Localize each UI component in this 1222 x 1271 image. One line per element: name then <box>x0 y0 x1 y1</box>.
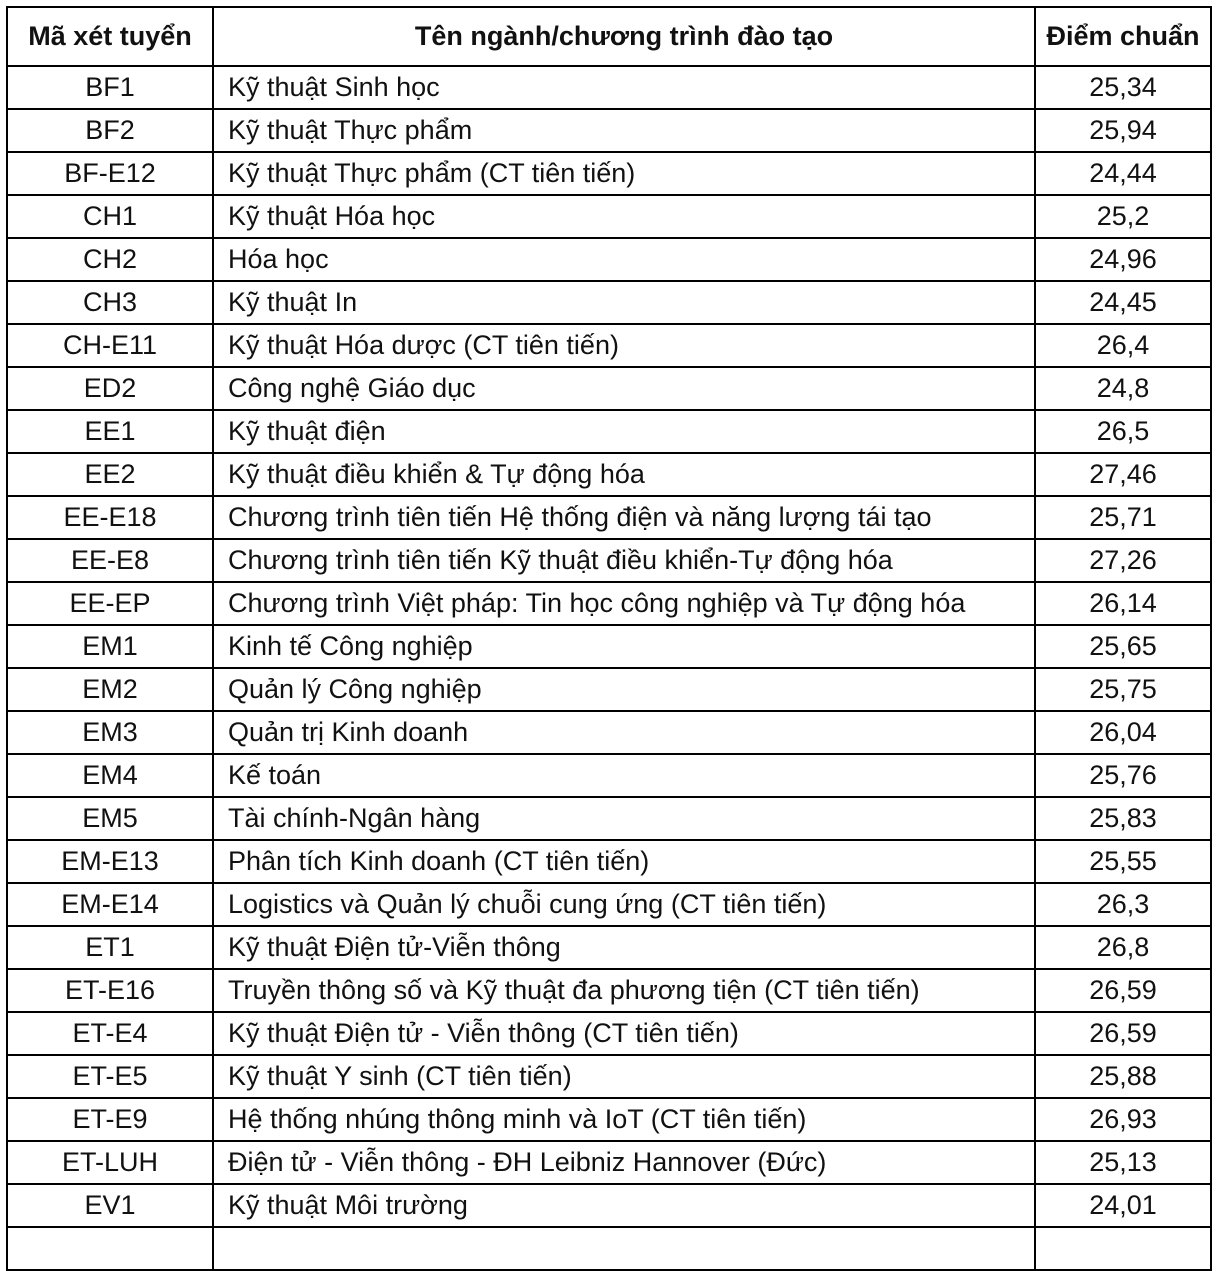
table-row <box>7 1227 1211 1270</box>
program-name-cell: Kỹ thuật In <box>213 281 1035 324</box>
program-name-cell: Công nghệ Giáo dục <box>213 367 1035 410</box>
cutoff-score-cell: 26,8 <box>1035 926 1211 969</box>
cutoff-score-cell: 26,4 <box>1035 324 1211 367</box>
cutoff-score-cell: 26,93 <box>1035 1098 1211 1141</box>
table-row <box>7 281 1211 324</box>
admission-code-cell: EM-E14 <box>7 883 213 926</box>
program-name-cell <box>213 1227 1035 1270</box>
program-name-cell: Kỹ thuật Môi trường <box>213 1184 1035 1227</box>
table-row <box>7 1141 1211 1184</box>
cutoff-score-cell: 24,45 <box>1035 281 1211 324</box>
program-name-cell: Kỹ thuật Sinh học <box>213 66 1035 109</box>
admission-code-cell: ET-E5 <box>7 1055 213 1098</box>
admission-code-cell: ET1 <box>7 926 213 969</box>
program-name-cell: Kỹ thuật Điện tử-Viễn thông <box>213 926 1035 969</box>
program-name-cell: Kỹ thuật Thực phẩm <box>213 109 1035 152</box>
program-name-cell: Phân tích Kinh doanh (CT tiên tiến) <box>213 840 1035 883</box>
cutoff-score-cell: 24,44 <box>1035 152 1211 195</box>
admission-code-cell: EE1 <box>7 410 213 453</box>
admission-code-cell: ET-E9 <box>7 1098 213 1141</box>
program-name-cell: Quản lý Công nghiệp <box>213 668 1035 711</box>
cutoff-score-cell: 25,75 <box>1035 668 1211 711</box>
admission-code-cell: EM4 <box>7 754 213 797</box>
table-row <box>7 195 1211 238</box>
admission-code-cell: CH-E11 <box>7 324 213 367</box>
program-name-cell: Chương trình Việt pháp: Tin học công nghiệp và Tự động hóa <box>213 582 1035 625</box>
table-row <box>7 539 1211 582</box>
program-name-cell: Quản trị Kinh doanh <box>213 711 1035 754</box>
program-name-cell: Hóa học <box>213 238 1035 281</box>
program-name-cell: Kỹ thuật điện <box>213 410 1035 453</box>
program-name-cell: Chương trình tiên tiến Hệ thống điện và năng lượng tái tạo <box>213 496 1035 539</box>
cutoff-score-cell: 26,3 <box>1035 883 1211 926</box>
admission-code-cell: CH2 <box>7 238 213 281</box>
admission-code-cell: ET-E4 <box>7 1012 213 1055</box>
cutoff-score-cell: 25,55 <box>1035 840 1211 883</box>
admission-code-cell: EM2 <box>7 668 213 711</box>
cutoff-score-cell: 25,88 <box>1035 1055 1211 1098</box>
program-name-cell: Hệ thống nhúng thông minh và IoT (CT tiên tiến) <box>213 1098 1035 1141</box>
program-name-cell: Chương trình tiên tiến Kỹ thuật điều khiển-Tự động hóa <box>213 539 1035 582</box>
admission-code-cell: EM-E13 <box>7 840 213 883</box>
cutoff-score-cell: 26,14 <box>1035 582 1211 625</box>
table-row <box>7 582 1211 625</box>
cutoff-score-cell: 25,2 <box>1035 195 1211 238</box>
admission-code-cell: BF-E12 <box>7 152 213 195</box>
table-row <box>7 711 1211 754</box>
header-row <box>7 7 1211 66</box>
program-name-cell: Truyền thông số và Kỹ thuật đa phương tiện (CT tiên tiến) <box>213 969 1035 1012</box>
table-row <box>7 797 1211 840</box>
header-cutoff-score: Điểm chuẩn <box>1035 7 1211 66</box>
admission-code-cell: CH1 <box>7 195 213 238</box>
cutoff-score-cell: 25,34 <box>1035 66 1211 109</box>
admission-scores-table <box>6 6 1212 1271</box>
admission-code-cell: EE-EP <box>7 582 213 625</box>
cutoff-score-cell: 25,76 <box>1035 754 1211 797</box>
table-row <box>7 668 1211 711</box>
table-row <box>7 1012 1211 1055</box>
header-admission-code: Mã xét tuyển <box>7 7 213 66</box>
table-row <box>7 367 1211 410</box>
program-name-cell: Kỹ thuật điều khiển & Tự động hóa <box>213 453 1035 496</box>
table-row <box>7 1184 1211 1227</box>
admission-code-cell <box>7 1227 213 1270</box>
admission-code-cell: CH3 <box>7 281 213 324</box>
table-row <box>7 410 1211 453</box>
table-row <box>7 109 1211 152</box>
program-name-cell: Kỹ thuật Y sinh (CT tiên tiến) <box>213 1055 1035 1098</box>
admission-code-cell: ET-E16 <box>7 969 213 1012</box>
cutoff-score-cell: 27,26 <box>1035 539 1211 582</box>
admission-code-cell: EM3 <box>7 711 213 754</box>
cutoff-score-cell: 26,59 <box>1035 1012 1211 1055</box>
admission-code-cell: EV1 <box>7 1184 213 1227</box>
table-row <box>7 66 1211 109</box>
program-name-cell: Kỹ thuật Hóa dược (CT tiên tiến) <box>213 324 1035 367</box>
table-row <box>7 754 1211 797</box>
cutoff-score-cell: 24,01 <box>1035 1184 1211 1227</box>
program-name-cell: Logistics và Quản lý chuỗi cung ứng (CT tiên tiến) <box>213 883 1035 926</box>
cutoff-score-cell: 27,46 <box>1035 453 1211 496</box>
program-name-cell: Kỹ thuật Điện tử - Viễn thông (CT tiên tiến) <box>213 1012 1035 1055</box>
table-header <box>7 7 1211 66</box>
admission-code-cell: EE-E18 <box>7 496 213 539</box>
program-name-cell: Kế toán <box>213 754 1035 797</box>
cutoff-score-cell: 26,5 <box>1035 410 1211 453</box>
cutoff-score-cell: 25,94 <box>1035 109 1211 152</box>
admission-code-cell: EE2 <box>7 453 213 496</box>
cutoff-score-cell: 24,96 <box>1035 238 1211 281</box>
table-row <box>7 496 1211 539</box>
table-row <box>7 453 1211 496</box>
program-name-cell: Kỹ thuật Thực phẩm (CT tiên tiến) <box>213 152 1035 195</box>
table-row <box>7 238 1211 281</box>
cutoff-score-cell: 25,71 <box>1035 496 1211 539</box>
table-row <box>7 926 1211 969</box>
admission-code-cell: EM5 <box>7 797 213 840</box>
admission-code-cell: ED2 <box>7 367 213 410</box>
table-row <box>7 969 1211 1012</box>
table-row <box>7 1098 1211 1141</box>
admission-code-cell: EM1 <box>7 625 213 668</box>
program-name-cell: Kỹ thuật Hóa học <box>213 195 1035 238</box>
program-name-cell: Tài chính-Ngân hàng <box>213 797 1035 840</box>
admission-code-cell: BF1 <box>7 66 213 109</box>
cutoff-score-cell: 25,13 <box>1035 1141 1211 1184</box>
cutoff-score-cell: 25,65 <box>1035 625 1211 668</box>
table-row <box>7 883 1211 926</box>
table-row <box>7 625 1211 668</box>
table-row <box>7 1055 1211 1098</box>
table-row <box>7 152 1211 195</box>
header-program-name: Tên ngành/chương trình đào tạo <box>213 7 1035 66</box>
cutoff-score-cell: 24,8 <box>1035 367 1211 410</box>
admission-code-cell: BF2 <box>7 109 213 152</box>
program-name-cell: Điện tử - Viễn thông - ĐH Leibniz Hannover (Đức) <box>213 1141 1035 1184</box>
program-name-cell: Kinh tế Công nghiệp <box>213 625 1035 668</box>
cutoff-score-cell: 26,04 <box>1035 711 1211 754</box>
admission-code-cell: ET-LUH <box>7 1141 213 1184</box>
cutoff-score-cell: 25,83 <box>1035 797 1211 840</box>
cutoff-score-cell <box>1035 1227 1211 1270</box>
admission-code-cell: EE-E8 <box>7 539 213 582</box>
cutoff-score-cell: 26,59 <box>1035 969 1211 1012</box>
table-body <box>7 66 1211 1270</box>
table-row <box>7 840 1211 883</box>
table-row <box>7 324 1211 367</box>
